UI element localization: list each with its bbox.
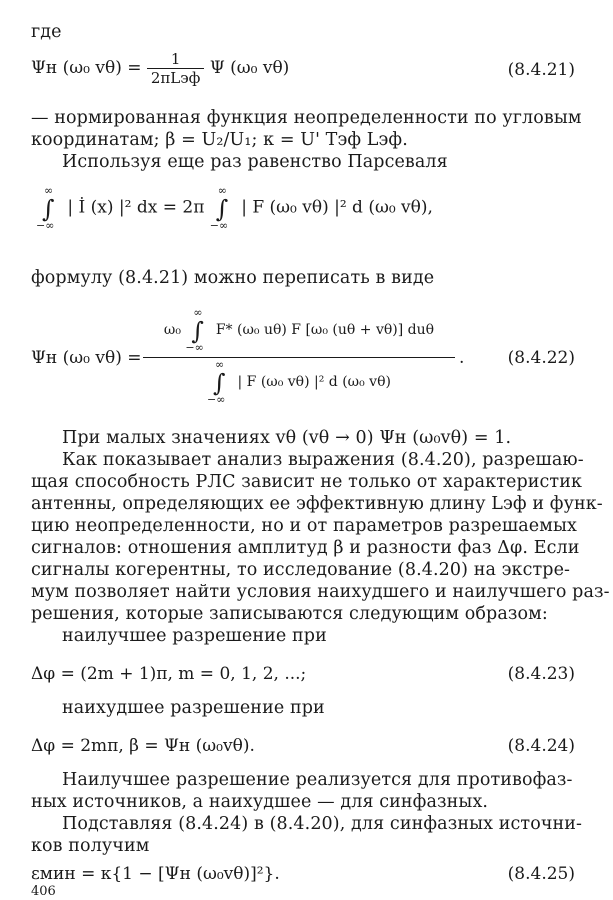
- text-line: Как показывает анализ выражения (8.4.20), разрешаю-: [62, 450, 584, 470]
- text-line: формулу (8.4.21) можно переписать в виде: [31, 268, 435, 288]
- integral-symbol: ∫: [213, 369, 226, 397]
- text-line: Подставляя (8.4.24) в (8.4.20), для синфазных источни-: [62, 814, 583, 834]
- equation-8-4-24: Δφ = 2mπ, β = Ψн (ω₀vθ).: [31, 736, 255, 756]
- integral-upper-limit: ∞: [193, 306, 203, 319]
- text-line: решения, которые записываются следующим образом:: [31, 604, 548, 624]
- integral-symbol: ∫: [42, 195, 55, 223]
- equation-number: (8.4.21): [507, 60, 575, 80]
- page-number: 406: [31, 884, 56, 899]
- integral-sign: [207, 360, 233, 404]
- text-line: наихудшее разрешение при: [62, 698, 325, 718]
- integral-symbol: ∫: [215, 195, 229, 223]
- integral-sign: [36, 186, 62, 230]
- equation-lhs: Ψн (ω₀ vθ) =: [31, 348, 142, 368]
- text-line: ков получим: [31, 836, 150, 856]
- denominator-body: | F (ω₀ vθ) |² d (ω₀ vθ): [237, 374, 391, 390]
- text-line: При малых значениях vθ (vθ → 0) Ψн (ω₀vθ) = 1.: [62, 428, 512, 448]
- integral-upper-limit: ∞: [215, 358, 225, 371]
- integral-lower-limit: −∞: [207, 393, 226, 406]
- text-line: сигналов: отношения амплитуд β и разности фаз Δφ. Если: [31, 538, 580, 558]
- integral-upper-limit: ∞: [217, 184, 227, 197]
- text-line: сигналы когерентны, то исследование (8.4.20) на экстре-: [31, 560, 571, 580]
- equation-number: (8.4.25): [507, 864, 575, 884]
- parseval-right: | F (ω₀ vθ) |² d (ω₀ vθ),: [241, 197, 433, 218]
- fraction-bar: [143, 357, 455, 358]
- equation-8-4-25: εмин = κ{1 − [Ψн (ω₀vθ)]²}.: [31, 864, 280, 884]
- text-line: Используя еще раз равенство Парсеваля: [62, 152, 448, 172]
- equation-8-4-23: Δφ = (2m + 1)π, m = 0, 1, 2, ...;: [31, 664, 307, 684]
- equation-8-4-21: [31, 50, 289, 87]
- fraction-numerator: 1: [170, 50, 181, 68]
- fraction: [147, 50, 205, 87]
- integral-upper-limit: ∞: [44, 184, 54, 197]
- text-line: координатам; β = U₂/U₁; κ = U' Tэф Lэф.: [31, 130, 408, 150]
- fraction-numerator: [143, 308, 455, 352]
- text-line: — нормированная функция неопределенности по угловым: [31, 108, 582, 128]
- equation-number: (8.4.22): [507, 348, 575, 368]
- numerator-prefix: ω₀: [163, 322, 181, 338]
- equation-rhs: Ψ (ω₀ vθ): [209, 58, 290, 78]
- integral-symbol: ∫: [191, 317, 204, 345]
- parseval-equation: [36, 186, 433, 230]
- integral-lower-limit: −∞: [36, 219, 55, 232]
- text-line: ных источников, а наихудшее — для синфазных.: [31, 792, 489, 812]
- integral-sign: [210, 186, 236, 230]
- text-line: антенны, определяющих ее эффективную длину Lэф и функ-: [31, 494, 603, 514]
- period: .: [459, 348, 465, 368]
- text-line: мум позволяет найти условия наихудшего и наилучшего раз-: [31, 582, 610, 602]
- fraction-denominator: 2πLэф: [147, 68, 205, 87]
- text-line: щая способность РЛС зависит не только от характеристик: [31, 472, 583, 492]
- text-line: цию неопределенности, но и от параметров разрешаемых: [31, 516, 577, 536]
- equation-number: (8.4.23): [507, 664, 575, 684]
- integral-lower-limit: −∞: [209, 219, 229, 232]
- equation-number: (8.4.24): [507, 736, 575, 756]
- numerator-body: F* (ω₀ uθ) F [ω₀ (uθ + vθ)] duθ: [215, 322, 435, 338]
- text-line: наилучшее разрешение при: [62, 626, 327, 646]
- text-line: Наилучшее разрешение реализуется для противофаз-: [62, 770, 573, 790]
- integral-lower-limit: −∞: [185, 341, 204, 354]
- fraction-denominator: [143, 360, 455, 404]
- integral-sign: [185, 308, 211, 352]
- text-line: где: [31, 22, 62, 42]
- equation-lhs: Ψн (ω₀ vθ) =: [31, 58, 142, 78]
- parseval-left: | İ (x) |² dx = 2π: [67, 197, 205, 218]
